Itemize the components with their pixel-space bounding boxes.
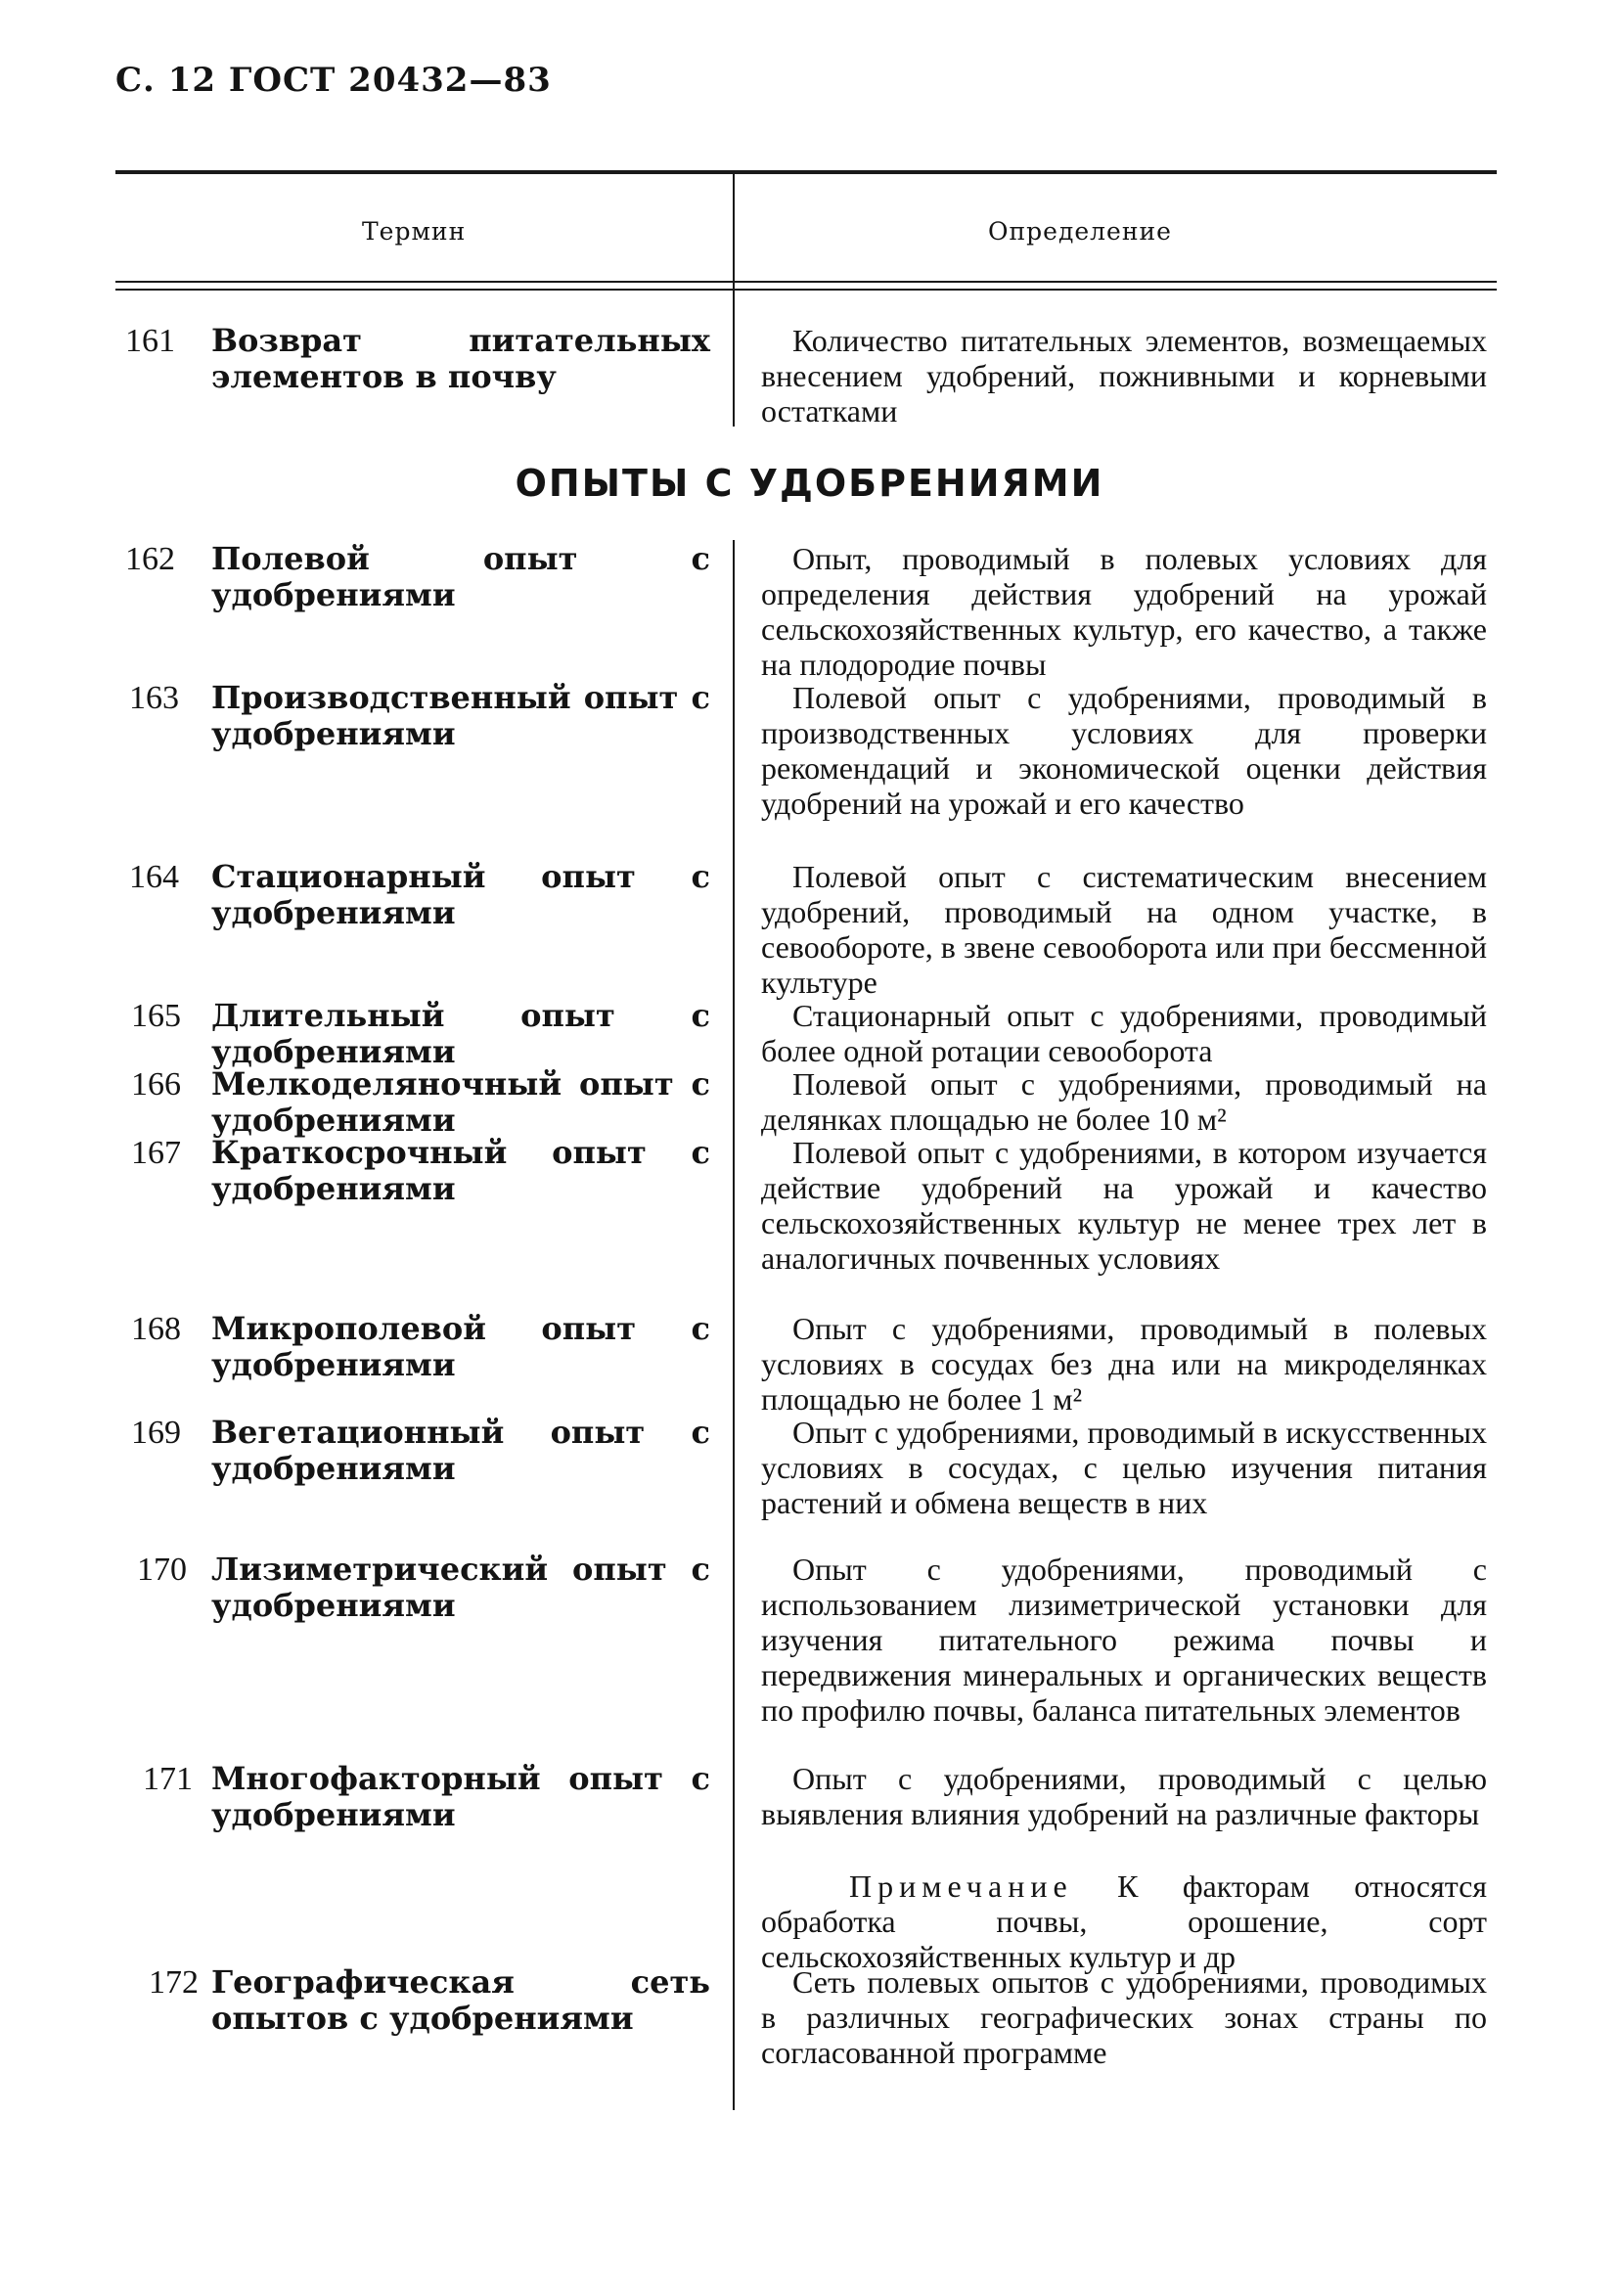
definition-text: Опыт с удобрениями, проводимый с использованием лизиметрической установки для изучения питательного режима почвы и передвижения минеральных и органических веществ по профилю почвы, баланса питательных элементов xyxy=(761,1552,1487,1728)
term-text: Краткосрочный опыт с удобрениями xyxy=(211,1134,710,1207)
entry-number: 161 xyxy=(125,323,175,359)
term-text: Географическая сеть опытов с удобрениями xyxy=(211,1963,710,2037)
definition-text: Количество питательных элементов, возмещаемых внесением удобрений, пожнивными и корневыми остатками xyxy=(761,323,1487,428)
note xyxy=(761,1868,1487,1974)
entry-number: 163 xyxy=(129,680,179,716)
definition-text: Полевой опыт с удобрениями, проводимый в производственных условиях для проверки рекомендаций и экономической оценки действия удобрений на урожай и его качество xyxy=(761,680,1487,821)
term-text: Длительный опыт с удобрениями xyxy=(211,997,710,1070)
section-title: ОПЫТЫ С УДОБРЕНИЯМИ xyxy=(515,462,1104,505)
definition-text: Полевой опыт с систематическим внесением удобрений, проводимый на одном участке, в севообороте, в звене севооборота или при бессменной культуре xyxy=(761,859,1487,1000)
column-divider-lower xyxy=(733,540,735,2110)
column-divider-upper xyxy=(733,174,735,427)
term-text: Вегетационный опыт с удобрениями xyxy=(211,1414,710,1487)
definition-column-header: Определение xyxy=(988,217,1172,246)
term-text: Стационарный опыт с удобрениями xyxy=(211,858,710,931)
definition-text: Сеть полевых опытов с удобрениями, проводимых в различных географических зонах страны по согласованной программе xyxy=(761,1964,1487,2070)
definition-text: Опыт с удобрениями, проводимый в искусственных условиях в сосудах, с целью изучения питания растений и обмена веществ в них xyxy=(761,1415,1487,1520)
definition-text: Полевой опыт с удобрениями, в котором изучается действие удобрений на урожай и качество сельскохозяйственных культур не менее трех лет в аналогичных почвенных условиях xyxy=(761,1135,1487,1276)
entry-number: 171 xyxy=(143,1761,193,1797)
entry-number: 168 xyxy=(131,1311,181,1347)
entry-number: 165 xyxy=(131,998,181,1034)
definition-text: Опыт с удобрениями, проводимый с целью выявления влияния удобрений на различные факторы xyxy=(761,1761,1487,1831)
entry-number: 166 xyxy=(131,1066,181,1103)
entry-number: 169 xyxy=(131,1415,181,1451)
entry-number: 162 xyxy=(125,541,175,577)
term-column-header: Термин xyxy=(362,217,467,246)
note-label: Примечание xyxy=(849,1868,1073,1904)
page-header: С. 12 ГОСТ 20432—83 xyxy=(115,61,552,100)
term-text: Микрополевой опыт с удобрениями xyxy=(211,1310,710,1383)
entry-number: 170 xyxy=(137,1552,187,1588)
term-text: Многофакторный опыт с удобрениями xyxy=(211,1760,710,1833)
term-text: Мелкоделяночный опыт с удобрениями xyxy=(211,1065,710,1139)
definition-text: Опыт, проводимый в полевых условиях для определения действия удобрений на урожай сельскохозяйственных культур, его качество, а также на плодородие почвы xyxy=(761,541,1487,682)
definition-text: Опыт с удобрениями, проводимый в полевых условиях в сосудах без дна или на микроделянках площадью не более 1 м² xyxy=(761,1311,1487,1417)
note-text: К факторам относятся обработка почвы, орошение, сорт сельскохозяйственных культур и др xyxy=(761,1868,1488,1974)
term-text: Полевой опыт с удобрениями xyxy=(211,540,710,613)
definition-text: Полевой опыт с удобрениями, проводимый на делянках площадью не более 10 м² xyxy=(761,1066,1487,1137)
term-text: Возврат питательных элементов в почву xyxy=(211,322,710,395)
definition-text: Стационарный опыт с удобрениями, проводимый более одной ротации севооборота xyxy=(761,998,1487,1068)
table-top-rule xyxy=(115,170,1497,174)
entry-number: 164 xyxy=(129,859,179,895)
header-double-rule-bottom xyxy=(115,289,1497,291)
entry-number: 172 xyxy=(149,1964,199,2001)
entry-number: 167 xyxy=(131,1135,181,1171)
term-text: Производственный опыт с удобрениями xyxy=(211,679,710,752)
term-text: Лизиметрический опыт с удобрениями xyxy=(211,1551,710,1624)
header-double-rule-top xyxy=(115,281,1497,283)
